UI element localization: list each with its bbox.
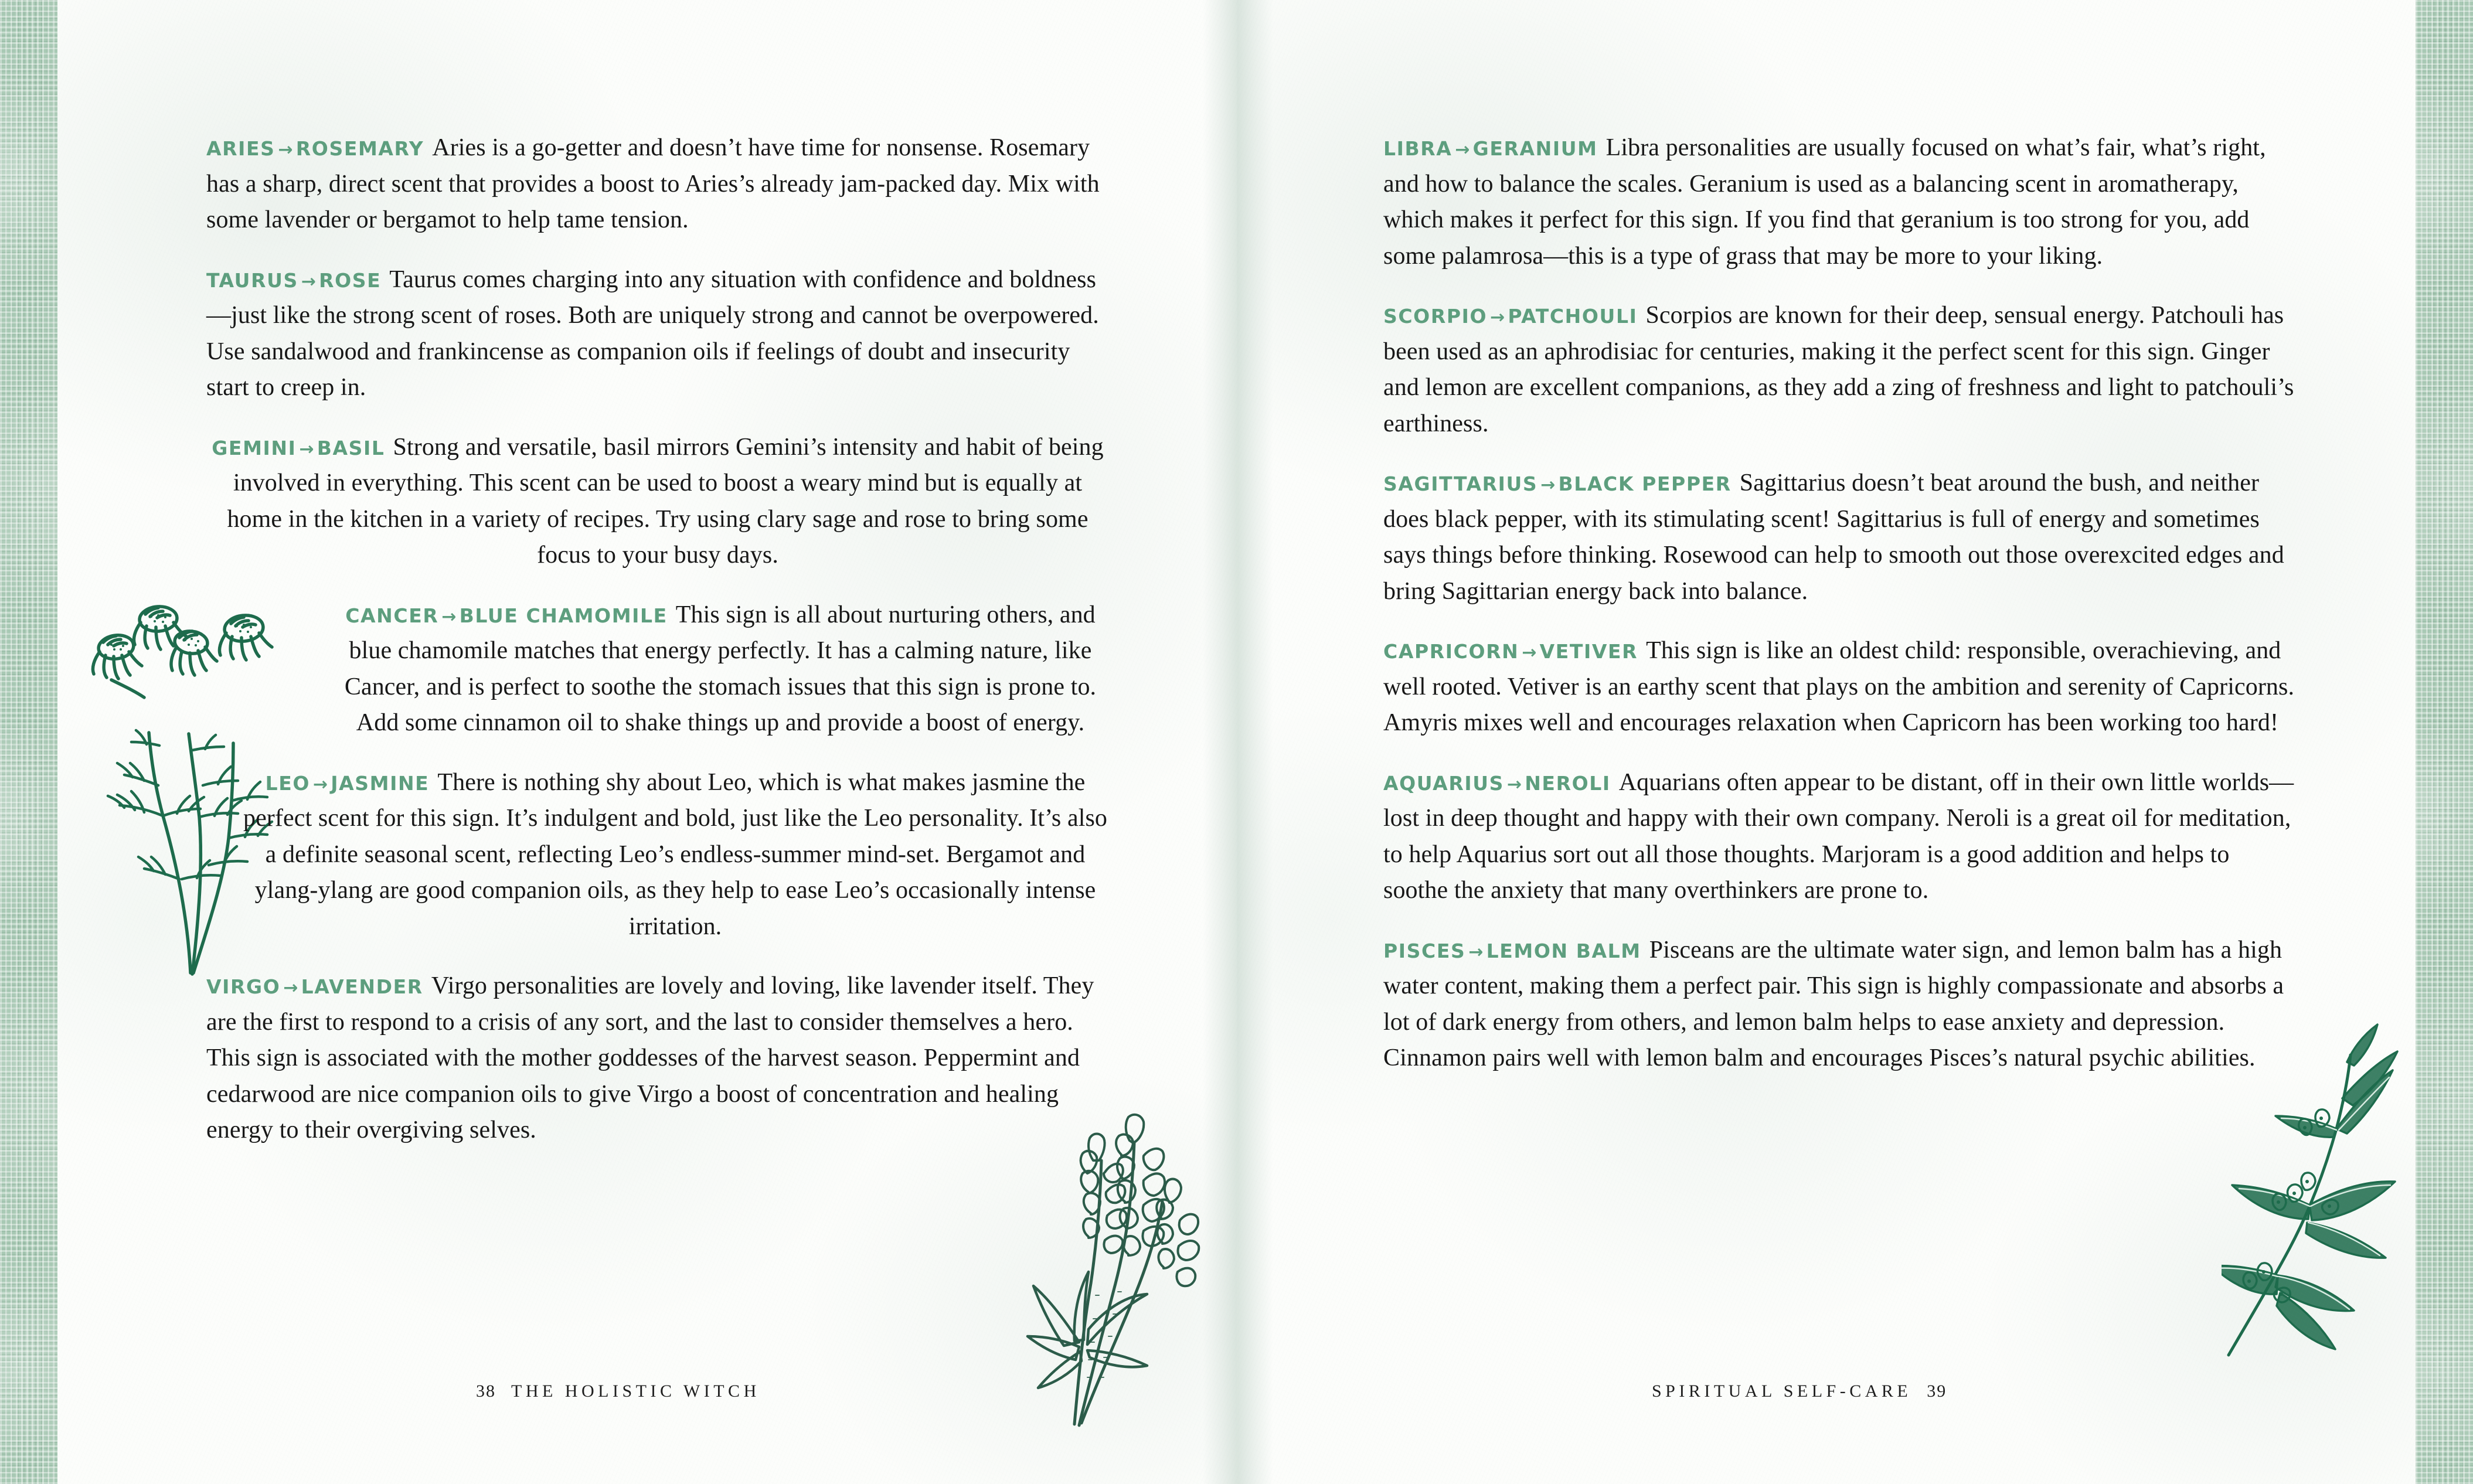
entry-body-cancer: This sign is all about nurturing others, and blue chamomile matches that energy perfectly. It has a calming nature, like Cancer, and is perfect to soothe the stomach issues that this sign is prone to. Add some cinnamon oil to shake things up and provide a boost of energy. — [344, 601, 1097, 737]
entry-capricorn — [1383, 633, 2298, 741]
arrow-icon: → — [313, 774, 328, 795]
sign-label-capricorn: CAPRICORN — [1383, 640, 1519, 663]
oil-label-black-pepper: BLACK PEPPER — [1558, 472, 1732, 496]
book-title-footer: THE HOLISTIC WITCH — [511, 1381, 760, 1401]
oil-label-rose: ROSE — [319, 268, 382, 292]
page-number-left: 38 — [476, 1381, 496, 1401]
arrow-icon: → — [1468, 941, 1484, 962]
entry-libra — [1383, 130, 2298, 274]
oil-label-jasmine: JASMINE — [331, 771, 430, 795]
entry-body-gemini: Strong and versatile, basil mirrors Gemini’s intensity and habit of being involved in everything. This scent can be used to boost a weary mind but is equally at home in the kitchen in a variety of recipes. Try using clary sage and rose to bring some focus to your busy days. — [227, 433, 1104, 569]
arrow-icon: → — [283, 978, 298, 999]
oil-label-lavender: LAVENDER — [301, 975, 423, 999]
entry-taurus — [206, 262, 1109, 406]
oil-label-neroli: NEROLI — [1525, 771, 1611, 795]
entry-aries — [206, 130, 1109, 239]
footer-right — [1652, 1381, 1947, 1401]
sign-label-gemini: GEMINI — [212, 436, 297, 460]
arrow-icon: → — [1490, 307, 1505, 328]
sign-label-aquarius: AQUARIUS — [1383, 771, 1504, 795]
entry-cancer — [331, 597, 1110, 741]
entry-body-taurus: Taurus comes charging into any situation with confidence and boldness—just like the strong scent of roses. Both are uniquely strong and cannot be overpowered. Use sandalwood and frankincense as companion oils if feelings of doubt and insecurity start to creep in. — [206, 266, 1099, 401]
sign-label-libra: LIBRA — [1383, 137, 1452, 160]
entry-body-leo: There is nothing shy about Leo, which is what makes jasmine the perfect scent for this sign. It’s indulgent and bold, just like the Leo personality. It’s also a definite seasonal scent, reflecting Leo’s endless-summer mind-set. Bergamot and ylang-ylang are good companion oils, as they help to ease Leo’s occasionally intense irritation. — [243, 768, 1108, 940]
oil-label-lemon-balm: LEMON BALM — [1486, 939, 1641, 962]
arrow-icon: → — [299, 438, 314, 460]
sign-label-leo: LEO — [265, 771, 311, 795]
entry-body-pisces: Pisceans are the ultimate water sign, and lemon balm has a high water content, making them a perfect pair. This sign is highly compassionate and absorbs a lot of dark energy from others, and lemon balm helps to ease anxiety and depression. Cinnamon pairs well with lemon balm and encourages Pisces’s natural psychic abilities. — [1383, 936, 2284, 1072]
sign-label-scorpio: SCORPIO — [1383, 305, 1488, 328]
left-page-text-column — [206, 130, 1109, 1149]
arrow-icon: → — [1540, 475, 1556, 496]
oil-label-rosemary: ROSEMARY — [295, 137, 424, 160]
right-page-text-column — [1383, 130, 2298, 1077]
entry-leo — [241, 765, 1109, 945]
entry-body-sagittarius: Sagittarius doesn’t beat around the bush, and neither does black pepper, with its stimulating scent! Sagittarius is full of energy and sometimes says things before thinking. Rosewood can help to smooth out those overexcited edges and bring Sagittarian energy back into balance. — [1383, 469, 2284, 605]
arrow-icon: → — [1506, 774, 1522, 795]
sign-label-taurus: TAURUS — [206, 268, 298, 292]
oil-label-blue-chamomile: BLUE CHAMOMILE — [459, 604, 668, 627]
arrow-icon: → — [1522, 642, 1537, 663]
entry-body-scorpio: Scorpios are known for their deep, sensual energy. Patchouli has been used as an aphrodisiac for centuries, making it the perfect scent for this sign. Ginger and lemon are excellent companions, as they add a zing of freshness and light to patchouli’s earthiness. — [1383, 302, 2294, 437]
book-binding-right-edge — [2416, 0, 2473, 1484]
entry-gemini — [206, 430, 1109, 574]
arrow-icon: → — [1455, 139, 1470, 160]
entry-virgo — [206, 968, 1109, 1149]
oil-label-geranium: GERANIUM — [1472, 137, 1598, 160]
page-number-right: 39 — [1927, 1381, 1947, 1401]
entry-aquarius — [1383, 765, 2298, 909]
sign-label-pisces: PISCES — [1383, 939, 1466, 962]
footer-left — [476, 1381, 760, 1401]
entry-body-capricorn: This sign is like an oldest child: responsible, overachieving, and well rooted. Vetiver is an earthy scent that plays on the ambition and serenity of Capricorns. Amyris mixes well and encourages relaxation when Capricorn has been working too hard! — [1383, 637, 2295, 737]
sign-label-virgo: VIRGO — [206, 975, 281, 999]
sign-label-cancer: CANCER — [345, 604, 439, 627]
book-binding-left-edge — [0, 0, 57, 1484]
arrow-icon: → — [301, 271, 317, 292]
chapter-title-footer: SPIRITUAL SELF-CARE — [1652, 1381, 1912, 1401]
entry-sagittarius — [1383, 465, 2298, 610]
sign-label-sagittarius: SAGITTARIUS — [1383, 472, 1538, 496]
sign-label-aries: ARIES — [206, 137, 275, 160]
entry-scorpio — [1383, 298, 2298, 442]
arrow-icon: → — [278, 139, 293, 160]
oil-label-vetiver: VETIVER — [1539, 640, 1638, 663]
entry-body-aries: Aries is a go-getter and doesn’t have time for nonsense. Rosemary has a sharp, direct scent that provides a boost to Aries’s already jam-packed day. Mix with some lavender or bergamot to help tame tension. — [206, 134, 1100, 234]
arrow-icon: → — [441, 606, 457, 627]
entry-body-aquarius: Aquarians often appear to be distant, off in their own little worlds—lost in deep thought and happy with their own company. Neroli is a great oil for meditation, to help Aquarius sort out all those thoughts. Marjoram is a good addition and helps to soothe the anxiety that many overthinkers are prone to. — [1383, 768, 2294, 904]
oil-label-basil: BASIL — [317, 436, 385, 460]
oil-label-patchouli: PATCHOULI — [1508, 305, 1638, 328]
entry-body-libra: Libra personalities are usually focused on what’s fair, what’s right, and how to balance the scales. Geranium is used as a balancing scent in aromatherapy, which makes it perfect for this sign. If you find that geranium is too strong for you, add some palamrosa—this is a type of grass that may be more to your liking. — [1383, 134, 2266, 270]
entry-pisces — [1383, 932, 2298, 1077]
entry-body-virgo: Virgo personalities are lovely and loving, like lavender itself. They are the first to respond to a crisis of any sort, and the last to consider themselves a hero. This sign is associated with the mother goddesses of the harvest season. Peppermint and cedarwood are nice companion oils to give Virgo a boost of concentration and healing energy to their overgiving selves. — [206, 972, 1094, 1144]
